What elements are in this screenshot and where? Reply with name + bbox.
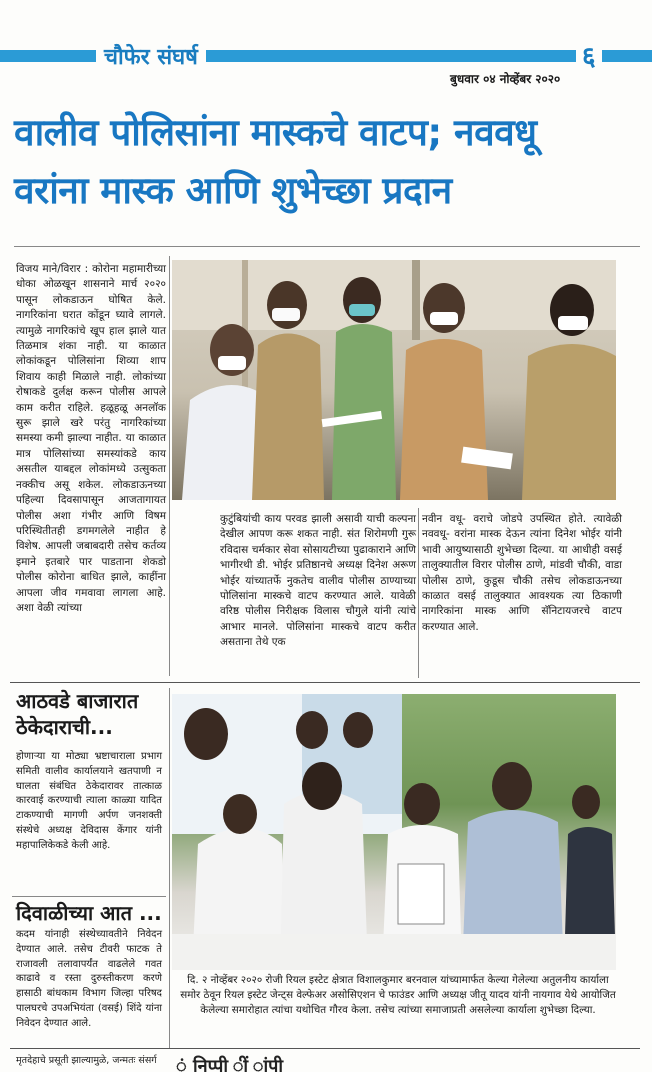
article-column-a: कुटुंबियांची काय परवड झाली असावी याची कल्पना देखील आपण करू शकत नाही. संत शिरोमणी गुरू रविदास चर्मकार सेवा सोसायटीच्या पुढाकाराने आणि भागीरथी डी. भोईर प्रतिष्ठानचे अध्यक्ष दिनेश अरूण भोईर यांच्यातर्फे नुकतेच वालीव पोलीस ठाण्याच्या पोलिसांना मास्कचे वाटप करण्यात आले. यावेळी वरिष्ठ पोलीस निरीक्षक विलास चौगुले यांनी त्यांचे आभार मानले. पोलिसांना मास्कचे वाटप करीत असताना तेथे एक [220,513,416,649]
column-divider [169,256,170,676]
newspaper-name: चौफेर संघर्ष [96,44,206,72]
photo-2-caption: दि. २ नोव्हेंबर २०२० रोजी रियल इस्टेट क्षेत्रात विशालकुमार बरनवाल यांच्यामार्फत केल्या गेलेल्या अतुलनीय कार्याला समोर ठेवून रियल इस्टेट जेन्ट्स वेल्फेअर असोसिएशन चे फाउंडर आणि अध्यक्ष जीतू यादव यांनी नायगाव येथे आयोजित केलेल्या समारोहात त्यांचा यथोचित गौरव केला. तसेच त्यांच्या समाजाप्रती असलेल्या कार्याला शुभेच्छा दिल्या. [180,974,616,1016]
headline-line-2: वरांना मास्क आणि शुभेच्छा प्रदान [14,169,452,212]
brief-2-text: कदम यांनाही संस्थेच्यावतीने निवेदन देण्यात आले. तसेच टीवरी फाटक ते राजावली तलावापर्यंत वाढलेले गवत काढावे व रस्ता दुरुस्तीकरण करणे हासाठी बांधकाम विभाग जिल्हा परिषद पालघरचे उपअभियंता (वसई) शिंदे यांना निवेदन देण्यात आले. [16,929,162,1029]
brief-rule [12,896,166,897]
page-number: ६ [576,42,602,72]
bottom-headline-fragment: ं निप्पी ीं ांपी [176,1056,283,1072]
bottom-strip-text: मृतदेहाचे प्रसूती झाल्यामुळे, जन्मतः संसर्ग [16,1055,157,1066]
section-rule [10,682,640,683]
brief-2-title: दिवाळीच्या आत ... [16,901,162,925]
column-divider [169,688,170,1048]
bottom-rule [10,1048,640,1049]
article-intro-column: विजय माने/विरार : कोरोना महामारीच्या धोका ओळखून शासनाने मार्च २०२० पासून लोकडाऊन घोषित केले. नागरिकांना घरात कोंडून घ्यावे लागले. त्यामुळे नागरिकांचे खूप हाल झाले यात तिळमात्र शंका नाही. या काळात लोकांकडून पोलिसांना शिव्या शाप शिवाय काही मिळाले नाही. लोकांच्या रोषाकडे दुर्लक्ष करून पोलीस आपले काम करीत राहिले. हळूहळू अनलॉक सुरू झाले खरे परंतु नागरिकांच्या समस्या कमी झाल्या नाहीत. या काळात मात्र पोलिसांच्या समस्यांकडे काय असतील याबद्दल लोकांमध्ये उत्सुकता नक्कीच असू शकेल. लोकडाऊनच्या पहिल्या दिवसापासून आजतागायत पोलीस अशा गंभीर आणि विषम परिस्थितीतही डगमगलेले नाहीत हे विशेष. आपली जबाबदारी तसेच कर्तव्य इमाने इतबारे पार पाडताना शेकडो पोलीस कोरोना बाधित झाले, काहींना आपला जीव गमवावा लागला आहे. अशा वेळी त्यांच्या [16,263,166,614]
dateline: बुधवार ०४ नोव्हेंबर २०२० [450,72,561,86]
photo-felicitation-ceremony [172,694,616,970]
headline-rule [14,246,640,247]
article-column-b: नवीन वधू- वराचे जोडपे उपस्थित होते. त्यावेळी नववधू- वरांना मास्क देऊन त्यांना दिनेश भोईर यांनी भावी आयुष्यासाठी शुभेच्छा दिल्या. या आधीही वसई तालुक्यातील विरार पोलीस ठाणे, मांडवी चौकी, वाडा पोलीस ठाणे, कुडूस चौकी तसेच लोकडाऊनच्या काळात वसई तालुक्यात आवश्यक त्या ठिकाणी नागरिकांना मास्क आणि सॅनिटायजरचे वाटप करण्यात आले. [422,513,622,633]
column-divider [418,508,419,678]
headline-line-1: वालीव पोलिसांना मास्कचे वाटप; नववधू [14,111,537,154]
brief-1-text: होणाऱ्या या मोठ्या भ्रष्टाचाराला प्रभाग समिती वालीव कार्यालयाने खतपाणी न घालता संबंधित ठेकेदारावर तात्काळ कारवाई करण्याची त्याला काळ्या यादित टाकण्याची मागणी अर्पण जनशक्ती संस्थेचे अध्यक्ष देविदास केंगार यांनी महापालिकेकडे केली आहे. [16,751,162,851]
photo-police-mask-distribution [172,260,616,500]
main-headline [14,104,640,220]
brief-1-title: आठवडे बाजारात ठेकेदाराची... [16,689,139,739]
